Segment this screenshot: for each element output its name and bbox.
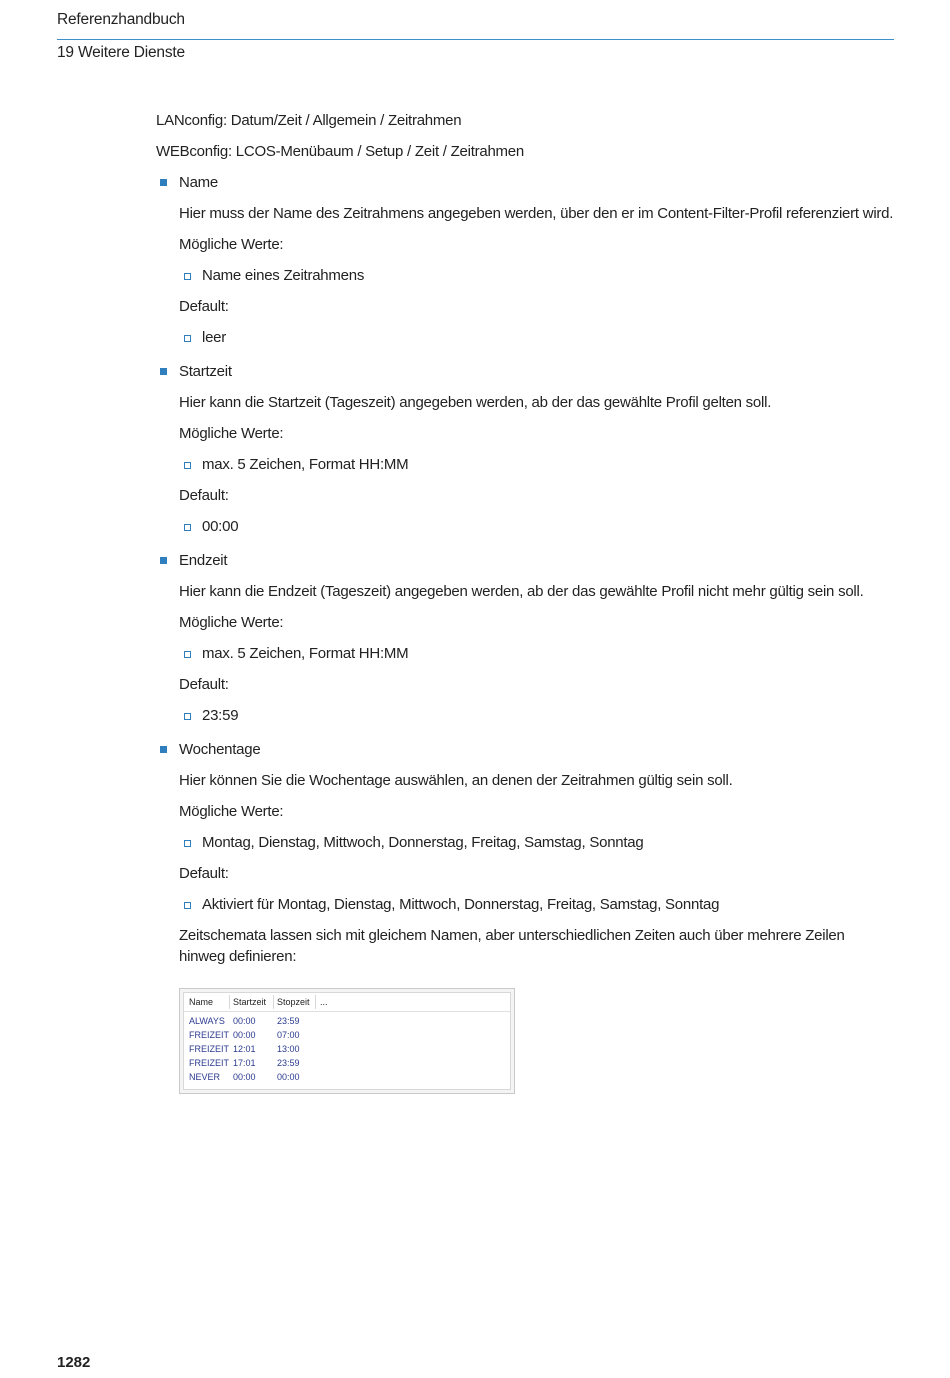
default-label: Default: xyxy=(179,865,229,882)
values-label: Mögliche Werte: xyxy=(179,236,284,253)
param-name: Endzeit xyxy=(179,552,228,569)
table-row[interactable] xyxy=(184,1071,510,1085)
chapter-title: 19 Weitere Dienste xyxy=(57,44,185,61)
main-content xyxy=(156,110,894,967)
cell-stopzeit: 00:00 xyxy=(277,1072,300,1082)
table-header xyxy=(184,993,510,1012)
bullet-square-icon xyxy=(160,746,167,753)
column-separator xyxy=(273,995,274,1009)
table-row[interactable] xyxy=(184,1057,510,1071)
lanconfig-path: LANconfig: Datum/Zeit / Allgemein / Zeitrahmen xyxy=(156,112,462,129)
default-label: Default: xyxy=(179,487,229,504)
param-description: Hier kann die Startzeit (Tageszeit) angegeben werden, ab der das gewählte Profil gelten soll. xyxy=(179,394,772,411)
values-item xyxy=(156,454,886,485)
param-heading xyxy=(156,361,886,392)
column-separator xyxy=(315,995,316,1009)
values-label: Mögliche Werte: xyxy=(179,803,284,820)
default-item xyxy=(156,516,886,550)
cell-name: ALWAYS xyxy=(189,1016,225,1026)
default-item xyxy=(156,327,886,361)
cell-stopzeit: 07:00 xyxy=(277,1030,300,1040)
cell-startzeit: 17:01 xyxy=(233,1058,256,1068)
closing-paragraph: Zeitschemata lassen sich mit gleichem Namen, aber unterschiedlichen Zeiten auch über mehrere Zeilen hinweg definieren: xyxy=(179,927,845,965)
document-title: Referenzhandbuch xyxy=(57,11,185,28)
cell-startzeit: 12:01 xyxy=(233,1044,256,1054)
time-schema-table-screenshot xyxy=(179,988,515,1094)
bullet-square-icon xyxy=(160,557,167,564)
cell-startzeit: 00:00 xyxy=(233,1016,256,1026)
table-row[interactable] xyxy=(184,1015,510,1029)
sub-bullet-icon xyxy=(184,651,191,658)
cell-stopzeit: 23:59 xyxy=(277,1016,300,1026)
values-text: Name eines Zeitrahmens xyxy=(202,267,365,284)
param-heading xyxy=(156,550,886,581)
default-item xyxy=(156,894,886,925)
cell-startzeit: 00:00 xyxy=(233,1030,256,1040)
default-item xyxy=(156,705,886,739)
cell-name: NEVER xyxy=(189,1072,221,1082)
param-block-wochentage xyxy=(156,739,886,925)
param-name: Name xyxy=(179,174,219,191)
cell-stopzeit: 13:00 xyxy=(277,1044,300,1054)
column-separator xyxy=(229,995,230,1009)
sub-bullet-icon xyxy=(184,713,191,720)
default-text: Aktiviert für Montag, Dienstag, Mittwoch, Donnerstag, Freitag, Samstag, Sonntag xyxy=(202,896,720,913)
column-header-startzeit: Startzeit xyxy=(233,997,267,1007)
values-item xyxy=(156,832,886,863)
default-text: leer xyxy=(202,329,227,346)
bullet-square-icon xyxy=(160,368,167,375)
default-text: 23:59 xyxy=(202,707,239,724)
column-header-name: Name xyxy=(189,997,214,1007)
cell-name: FREIZEIT xyxy=(189,1058,229,1068)
column-header-stopzeit: Stopzeit xyxy=(277,997,310,1007)
default-label: Default: xyxy=(179,298,229,315)
column-header-more: ... xyxy=(320,997,328,1007)
param-heading xyxy=(156,739,886,770)
default-text: 00:00 xyxy=(202,518,239,535)
sub-bullet-icon xyxy=(184,840,191,847)
table-row[interactable] xyxy=(184,1043,510,1057)
cell-startzeit: 00:00 xyxy=(233,1072,256,1082)
values-item xyxy=(156,265,886,296)
sub-bullet-icon xyxy=(184,902,191,909)
param-name: Startzeit xyxy=(179,363,232,380)
param-block-endzeit xyxy=(156,550,886,739)
webconfig-path: WEBconfig: LCOS-Menübaum / Setup / Zeit / Zeitrahmen xyxy=(156,143,524,160)
cell-name: FREIZEIT xyxy=(189,1044,229,1054)
table-panel xyxy=(183,992,511,1090)
param-name: Wochentage xyxy=(179,741,261,758)
sub-bullet-icon xyxy=(184,273,191,280)
default-label: Default: xyxy=(179,676,229,693)
values-text: max. 5 Zeichen, Format HH:MM xyxy=(202,456,409,473)
header-divider xyxy=(57,39,894,40)
cell-name: FREIZEIT xyxy=(189,1030,229,1040)
values-item xyxy=(156,643,886,674)
values-text: Montag, Dienstag, Mittwoch, Donnerstag, Freitag, Samstag, Sonntag xyxy=(202,834,644,851)
page-number: 1282 xyxy=(57,1354,91,1371)
cell-stopzeit: 23:59 xyxy=(277,1058,300,1068)
sub-bullet-icon xyxy=(184,524,191,531)
values-label: Mögliche Werte: xyxy=(179,614,284,631)
param-block-name xyxy=(156,172,894,361)
values-text: max. 5 Zeichen, Format HH:MM xyxy=(202,645,409,662)
param-heading xyxy=(156,172,886,203)
sub-bullet-icon xyxy=(184,462,191,469)
table-row[interactable] xyxy=(184,1029,510,1043)
param-description: Hier kann die Endzeit (Tageszeit) angegeben werden, ab der das gewählte Profil nicht mehr gültig sein soll. xyxy=(179,583,864,600)
param-description: Hier muss der Name des Zeitrahmens angegeben werden, über den er im Content-Filter-Profil referenziert wird. xyxy=(179,205,894,222)
values-label: Mögliche Werte: xyxy=(179,425,284,442)
sub-bullet-icon xyxy=(184,335,191,342)
param-block-startzeit xyxy=(156,361,886,550)
param-description: Hier können Sie die Wochentage auswählen, an denen der Zeitrahmen gültig sein soll. xyxy=(179,772,733,789)
bullet-square-icon xyxy=(160,179,167,186)
